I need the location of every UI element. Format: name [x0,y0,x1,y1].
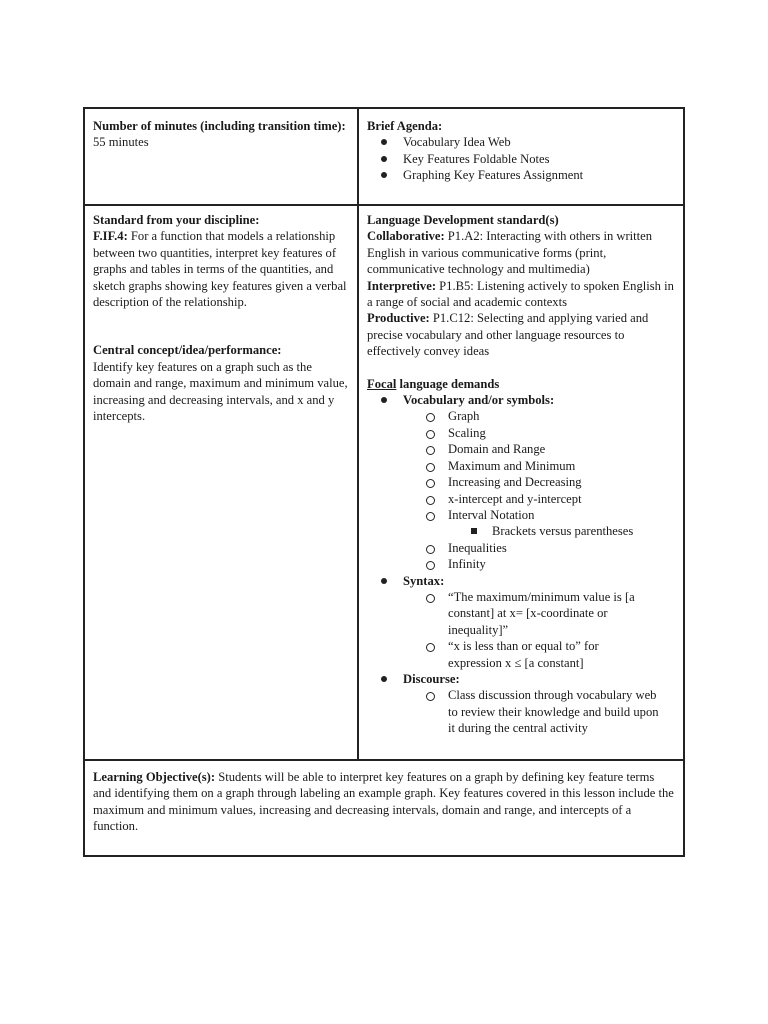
list-item: Syntax: [359,573,675,589]
lesson-plan-table [83,107,685,857]
focal-list [359,392,675,737]
list-item: Key Features Foldable Notes [359,151,675,167]
list-item: Maximum and Minimum [359,458,675,474]
standard-code: F.IF.4: [93,229,128,244]
agenda-cell [359,118,683,184]
language-standards-label: Language Development standard(s) [367,213,559,227]
list-item: Vocabulary and/or symbols: [359,392,675,408]
list-item: x-intercept and y-intercept [359,491,675,507]
minutes-value: 55 minutes [93,135,149,150]
list-item: Class discussion through vocabulary web to review their knowledge and build upon it during the central activity [359,687,675,736]
productive-text: Productive: P1.C12: Selecting and applying varied and precise vocabulary and other language resources to effectively convey ideas [367,311,649,359]
standard-text: F.IF.4: For a function that models a relationship between two quantities, interpret key features of graphs and tables in terms of the quantities, and sketch graphs showing key features given a verbal description of the relationship. [93,229,347,310]
list-item: Interval Notation [359,507,675,523]
list-item: Discourse: [359,671,675,687]
agenda-list [359,134,675,183]
minutes-label: Number of minutes (including transition time): [93,119,346,133]
concept-text: Identify key features on a graph such as the domain and range, maximum and minimum value, increasing and decreasing intervals, and x and y intercepts. [93,359,348,424]
standard-cell [85,212,357,424]
interpretive-text: Interpretive: P1.B5: Listening actively to spoken English in a range of social and academic contexts [367,278,674,310]
minutes-line [93,118,349,151]
row-divider-2 [85,759,683,761]
standard-label: Standard from your discipline: [93,213,260,227]
list-item: Inequalities [359,540,675,556]
list-item: Domain and Range [359,441,675,457]
objective-text: Learning Objective(s): Students will be able to interpret key features on a graph by defining key feature terms and identifying them on a graph through labeling an example graph. Key features covered in this lesson include the maximum and minimum values, increasing and decreasing intervals, domain and range, and intercepts of a function. [93,770,674,834]
objective-label: Learning Objective(s): [93,770,216,784]
focal-heading: Focal language demands [367,376,500,391]
list-item: “x is less than or equal to” for expression x ≤ [a constant] [359,638,675,671]
list-item: “The maximum/minimum value is [a constant] at x= [x-coordinate or inequality]” [359,589,675,638]
list-item: Graphing Key Features Assignment [359,167,675,183]
list-item: Graph [359,408,675,424]
concept-label: Central concept/idea/performance: [93,343,282,358]
list-item: Infinity [359,556,675,572]
list-item: Brackets versus parentheses [359,523,675,539]
language-cell [359,212,683,737]
list-item: Scaling [359,425,675,441]
agenda-label: Brief Agenda: [367,119,443,133]
row-divider-1 [85,204,683,206]
list-item: Vocabulary Idea Web [359,134,675,150]
collaborative-text: Collaborative: P1.A2: Interacting with others in written English in various communicative forms (print, communicative technology and multimedia) [367,229,653,277]
minutes-cell [85,118,357,151]
list-item: Increasing and Decreasing [359,474,675,490]
objective-cell [85,769,683,835]
